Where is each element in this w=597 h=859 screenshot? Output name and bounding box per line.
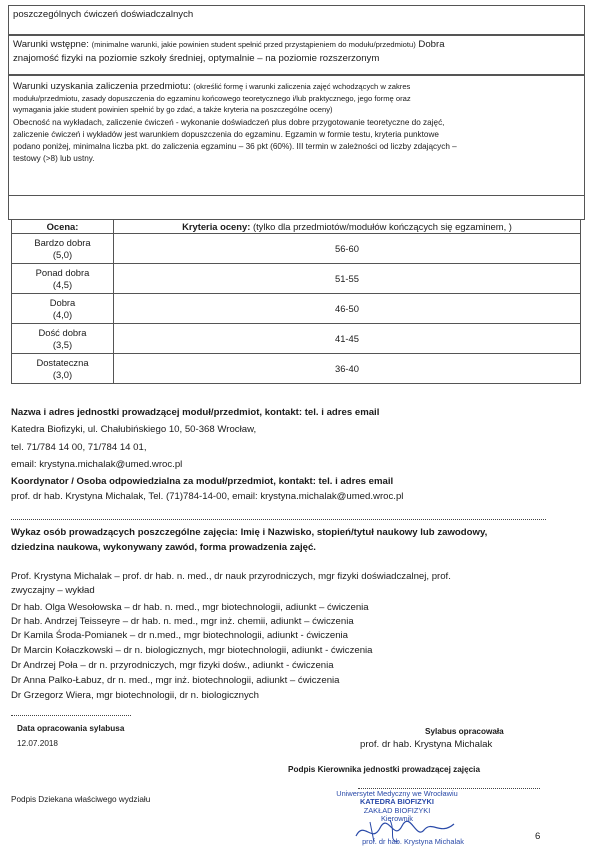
stamp-line-2: KATEDRA BIOFIZYKI [360, 797, 434, 807]
coordinator-heading: Koordynator / Osoba odpowiedzialna za moduł/przedmiot, kontakt: tel. i adres email [11, 476, 394, 487]
grade-value: (5,0) [52, 248, 73, 260]
grade-row [12, 234, 581, 264]
grade-value: (3,0) [52, 368, 73, 380]
grade-name-cell [12, 324, 114, 354]
completion-label: Warunki uzyskania zaliczenia przedmiotu: [13, 81, 191, 92]
head-signature-label: Podpis Kierownika jednostki prowadzącej zajęcia [288, 765, 481, 774]
dean-signature-label: Podpis Dziekana właściwego wydziału [11, 795, 151, 804]
grade-name-cell [12, 294, 114, 324]
grades-header-criteria-bold: Kryteria oceny: [182, 220, 251, 232]
grade-value: (3,5) [52, 338, 73, 350]
grades-table [11, 219, 581, 384]
staff-line-3: Dr hab. Olga Wesołowska – dr hab. n. med., mgr biotechnologii, adiunkt – ćwiczenia [11, 602, 369, 613]
staff-line-2: zwyczajny – wykład [11, 585, 95, 596]
staff-line-8: Dr Anna Palko-Łabuz, dr n. med., mgr inż. biotechnologii, adiunkt – ćwiczenia [11, 675, 340, 686]
grades-header-criteria-rest: (tylko dla przedmiotów/modułów kończących się egzaminem, ) [252, 220, 512, 232]
grade-row [12, 264, 581, 294]
completion-body-4: testowy (>8) lub ustny. [13, 154, 95, 163]
grade-name-cell [12, 264, 114, 294]
grade-value: (4,5) [52, 278, 73, 290]
grade-name: Dostateczna [36, 356, 89, 368]
unit-heading: Nazwa i adres jednostki prowadzącej moduł/przedmiot, kontakt: tel. i adres email [11, 407, 380, 418]
prepared-by: prof. dr hab. Krystyna Michalak [360, 739, 493, 750]
completion-spacer-row [8, 195, 585, 220]
unit-phone: tel. 71/784 14 00, 71/784 14 01, [11, 442, 147, 453]
grades-header-criteria [114, 220, 581, 234]
grades-header-ocena: Ocena: [12, 220, 114, 234]
prerequisites-value-2: znajomość fizyki na poziomie szkoły średniej, optymalnie – na poziomie rozszerzonym [13, 53, 380, 64]
completion-body-1: Obecność na wykładach, zaliczenie ćwiczeń - wykonanie doświadczeń plus dobre przygotowanie teoretyczne do zajęć, [13, 118, 445, 127]
grade-name-cell [12, 354, 114, 384]
stamp-line-4: Kierownik [380, 814, 414, 824]
grade-name-cell [12, 234, 114, 264]
completion-hint-3: wymagania jakie student powinien spełnić by go zdać, a także kryteria na poszczególne oceny) [13, 105, 333, 114]
completion-body-3: podano poniżej, minimalna liczba pkt. do zaliczenia egzaminu – 36 pkt (60%). III termin w zależności od liczby zdających – [13, 142, 457, 151]
prerequisites-hint: (minimalne warunki, jakie powinien student spełnić przed przystąpieniem do modułu/przedmiotu) [91, 40, 416, 49]
completion-hint-2: modułu/przedmiotu, zasady dopuszczenia do egzaminu końcowego teoretycznego i/lub praktycznego, jego formę oraz [13, 94, 411, 103]
staff-line-7: Dr Andrzej Poła – dr n. przyrodniczych, mgr fizyki dośw., adiunkt - ćwiczenia [11, 660, 334, 671]
prerequisites-text [13, 39, 581, 52]
grade-range: 36-40 [114, 354, 581, 384]
grade-name: Bardzo dobra [34, 236, 91, 248]
unit-address: Katedra Biofizyki, ul. Chałubińskiego 10, 50-368 Wrocław, [11, 424, 257, 435]
staff-line-1: Prof. Krystyna Michalak – prof. dr hab. n. med., dr nauk przyrodniczych, mgr fizyki doświadczalnej, prof. [11, 571, 451, 582]
grade-range: 46-50 [114, 294, 581, 324]
top-box [8, 5, 585, 35]
staff-heading-1: Wykaz osób prowadzących poszczególne zajęcia: Imię i Nazwisko, stopień/tytuł naukowy lub zawodowy, [11, 527, 488, 538]
prepared-label: Sylabus opracowała [425, 727, 504, 736]
coordinator-line: prof. dr hab. Krystyna Michalak, Tel. (71)784-14-00, email: krystyna.michalak@umed.wroc.pl [11, 491, 404, 502]
stamp-line-3: ZAKŁAD BIOFIZYKI [363, 805, 431, 815]
date-label: Data opracowania sylabusa [17, 724, 125, 733]
staff-line-6: Dr Marcin Kołaczkowski – dr n. biologicznych, mgr biotechnologii, adiunkt - ćwiczenia [11, 645, 373, 656]
stamp-name: prof. dr hab. Krystyna Michalak [362, 837, 464, 846]
stamp-line-1: Uniwersytet Medyczny we Wrocławiu [336, 789, 458, 798]
separator-dots [11, 715, 131, 716]
grade-row [12, 294, 581, 324]
separator-dots [11, 519, 546, 520]
staff-line-5: Dr Kamila Środa-Pomianek – dr n.med., mgr biotechnologii, adiunkt - ćwiczenia [11, 630, 348, 641]
grade-range: 41-45 [114, 324, 581, 354]
grade-name: Ponad dobra [35, 266, 90, 278]
grades-header-row [12, 220, 581, 234]
grade-name: Dość dobra [38, 326, 87, 338]
grade-value: (4,0) [52, 308, 73, 320]
completion-hint-1: (określić formę i warunki zaliczenia zajęć wchodzących w zakres [193, 82, 411, 91]
grade-row [12, 324, 581, 354]
completion-body-2: zaliczenie ćwiczeń i wykładów jest warunkiem dopuszczenia do egzaminu. Egzamin w formie testu, kryteria punktowe [13, 130, 439, 139]
staff-line-4: Dr hab. Andrzej Teisseyre – dr hab. n. med., mgr inż. chemii, adiunkt – ćwiczenia [11, 616, 354, 627]
date-value: 12.07.2018 [17, 739, 58, 748]
page-number: 6 [535, 831, 541, 842]
grade-row [12, 354, 581, 384]
grade-name: Dobra [49, 296, 76, 308]
prerequisites-label: Warunki wstępne: [13, 39, 89, 50]
unit-email: email: krystyna.michalak@umed.wroc.pl [11, 459, 183, 470]
prerequisites-value-1: Dobra [418, 39, 445, 50]
completion-hint-line-1 [13, 81, 581, 94]
staff-heading-2: dziedzina naukowa, wykonywany zawód, forma prowadzenia zajęć. [11, 542, 316, 553]
top-box-text: poszczególnych ćwiczeń doświadczalnych [13, 9, 194, 20]
staff-line-9: Dr Grzegorz Wiera, mgr biotechnologii, dr n. biologicznych [11, 690, 259, 701]
prerequisites-box [8, 35, 585, 75]
grade-range: 51-55 [114, 264, 581, 294]
grade-range: 56-60 [114, 234, 581, 264]
